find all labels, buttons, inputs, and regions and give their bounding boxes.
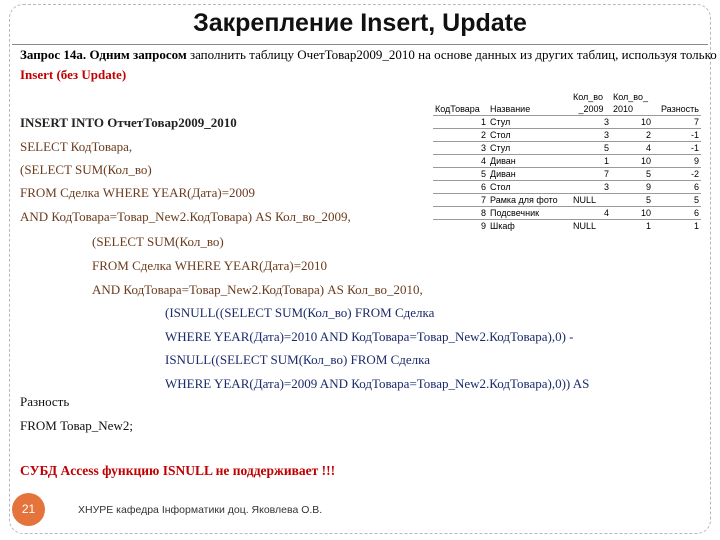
cell-name: Стол (488, 181, 571, 194)
table-row (433, 220, 701, 233)
cell-code: 8 (433, 207, 488, 220)
cell-name: Диван (488, 168, 571, 181)
task-label: Запрос 14а. (20, 47, 87, 62)
cell-diff: 6 (653, 181, 701, 194)
cell-diff: 1 (653, 220, 701, 233)
task-red-text: Insert (без Update) (20, 67, 127, 82)
cell-q2009: 7 (571, 168, 611, 181)
sql-line-2: SELECT КодТовара, (20, 139, 133, 154)
header-q2009-top: Кол_во (573, 92, 603, 102)
page-number-badge: 21 (12, 493, 45, 526)
sql-line-8: AND КодТовара=Товар_New2.КодТовара) AS Кол_во_2010, (92, 282, 423, 297)
cell-code: 7 (433, 194, 488, 207)
cell-diff: 5 (653, 194, 701, 207)
cell-code: 4 (433, 155, 488, 168)
sql-line-14: FROM Товар_New2; (20, 418, 133, 433)
header-q2010-bottom: 2010 (613, 104, 634, 114)
cell-q2010: 9 (611, 181, 653, 194)
cell-name: Шкаф (488, 220, 571, 233)
header-diff: Разность (660, 104, 699, 114)
cell-code: 9 (433, 220, 488, 233)
cell-q2010: 4 (611, 142, 653, 155)
table-row (433, 142, 701, 155)
table-row (433, 181, 701, 194)
sql-line-3: (SELECT SUM(Кол_во) (20, 162, 152, 177)
header-code: КодТовара (435, 104, 480, 114)
cell-code: 1 (433, 116, 488, 129)
sql-line-12: WHERE YEAR(Дата)=2009 AND КодТовара=Товар_New2.КодТовара),0)) AS (165, 376, 590, 391)
cell-q2009: 1 (571, 155, 611, 168)
cell-diff: 9 (653, 155, 701, 168)
cell-code: 2 (433, 129, 488, 142)
sql-line-4: FROM Сделка WHERE YEAR(Дата)=2009 (20, 185, 256, 200)
cell-q2010: 2 (611, 129, 653, 142)
task-description (20, 45, 720, 85)
cell-diff: 6 (653, 207, 701, 220)
table-header-row-1 (433, 91, 701, 103)
table-row (433, 155, 701, 168)
cell-code: 5 (433, 168, 488, 181)
cell-name: Стул (488, 142, 571, 155)
cell-name: Диван (488, 155, 571, 168)
cell-q2010: 10 (611, 155, 653, 168)
cell-q2009: 4 (571, 207, 611, 220)
cell-q2009: NULL (571, 194, 611, 207)
sql-line-11: ISNULL((SELECT SUM(Кол_во) FROM Сделка (165, 352, 431, 367)
task-emphasis: Одним запросом (89, 47, 187, 62)
sql-line-7: FROM Сделка WHERE YEAR(Дата)=2010 (92, 258, 328, 273)
cell-diff: -1 (653, 142, 701, 155)
table-row (433, 129, 701, 142)
sql-line-13: Разность (20, 394, 70, 409)
cell-name: Стол (488, 129, 571, 142)
table-header-row-2 (433, 103, 701, 116)
task-text: заполнить таблицу ОчетТовар2009_2010 на основе данных из других таблиц, используя только (186, 47, 717, 62)
cell-diff: 7 (653, 116, 701, 129)
cell-q2010: 5 (611, 168, 653, 181)
cell-q2010: 1 (611, 220, 653, 233)
cell-diff: -2 (653, 168, 701, 181)
header-q2009-bottom: _2009 (578, 104, 604, 114)
table-row (433, 116, 701, 129)
cell-diff: -1 (653, 129, 701, 142)
cell-q2009: 3 (571, 181, 611, 194)
cell-q2009: 3 (571, 129, 611, 142)
header-name: Название (490, 104, 531, 114)
cell-q2010: 5 (611, 194, 653, 207)
result-table (433, 91, 701, 232)
sql-line-6: (SELECT SUM(Кол_во) (92, 234, 224, 249)
sql-line-10: WHERE YEAR(Дата)=2010 AND КодТовара=Товар_New2.КодТовара),0) - (165, 329, 574, 344)
sql-line-9: (ISNULL((SELECT SUM(Кол_во) FROM Сделка (165, 305, 435, 320)
access-warning-note: СУБД Access функцию ISNULL не поддерживает !!! (20, 463, 336, 478)
footer-credit: ХНУРЕ кафедра Інформатики доц. Яковлева О.В. (78, 504, 323, 516)
cell-q2009: NULL (571, 220, 611, 233)
table-row (433, 207, 701, 220)
cell-q2010: 10 (611, 207, 653, 220)
header-q2010-top: Кол_во_ (613, 92, 648, 102)
slide-title: Закрепление Insert, Update (193, 9, 527, 37)
cell-name: Рамка для фото (488, 194, 571, 207)
cell-q2010: 10 (611, 116, 653, 129)
cell-name: Подсвечник (488, 207, 571, 220)
table-row (433, 168, 701, 181)
cell-q2009: 3 (571, 116, 611, 129)
cell-code: 6 (433, 181, 488, 194)
table-row (433, 194, 701, 207)
cell-name: Стул (488, 116, 571, 129)
cell-code: 3 (433, 142, 488, 155)
sql-line-5: AND КодТовара=Товар_New2.КодТовара) AS Кол_во_2009, (20, 209, 351, 224)
cell-q2009: 5 (571, 142, 611, 155)
sql-line-1: INSERT INTO ОтчетТовар2009_2010 (20, 115, 237, 130)
